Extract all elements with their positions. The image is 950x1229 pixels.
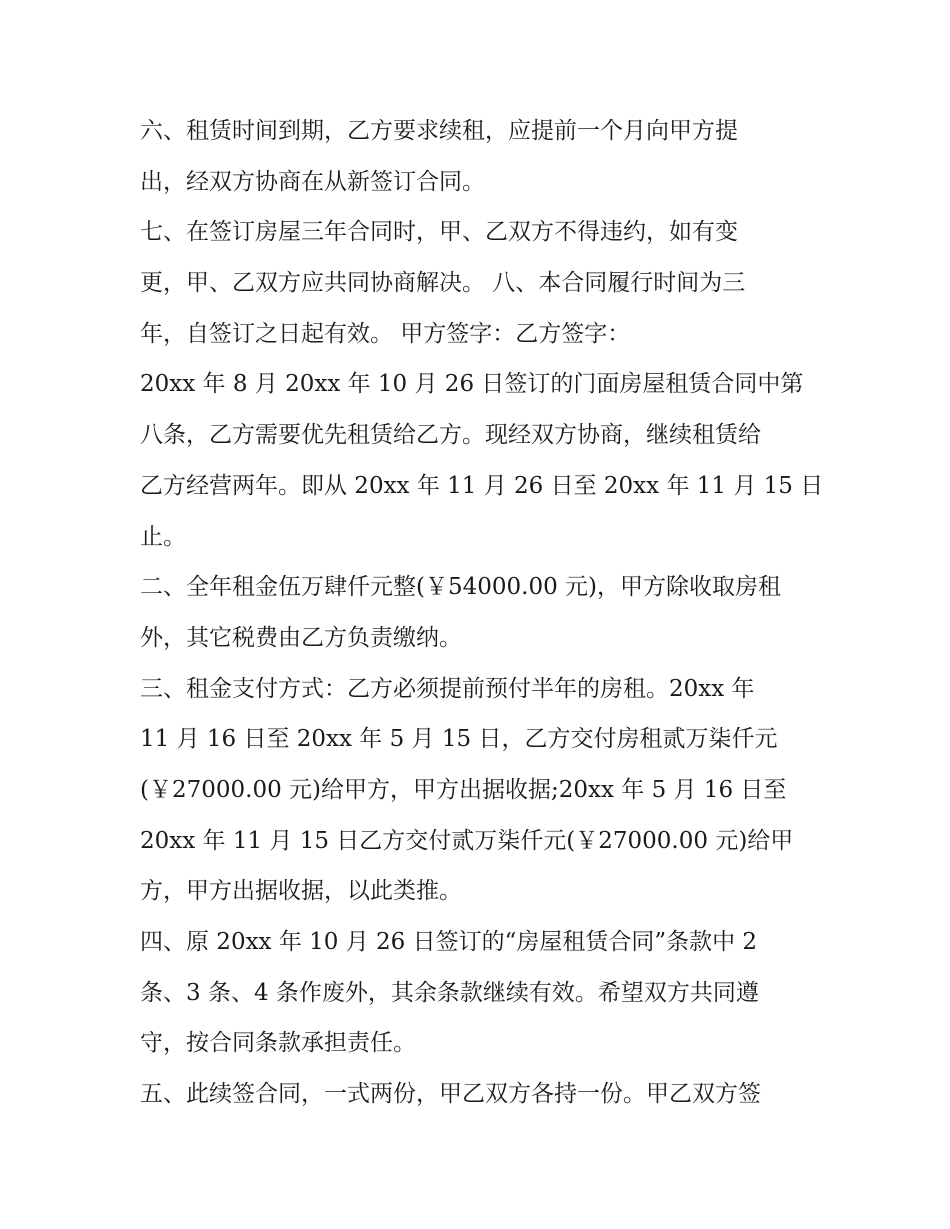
text-line: (￥27000.00 元)给甲方，甲方出据收据;20xx 年 5 月 16 日至 (140, 776, 787, 803)
text-line: 二、全年租金伍万肆仟元整(￥54000.00 元)，甲方除收取房租 (140, 574, 782, 601)
text-line: 条、3 条、4 条作废外，其余条款继续有效。希望双方共同遵 (140, 979, 759, 1006)
text-line: 五、此续签合同，一式两份，甲乙双方各持一份。甲乙双方签 (140, 1081, 761, 1108)
text-line: 三、租金支付方式：乙方必须提前预付半年的房租。20xx 年 (140, 675, 755, 702)
text-line: 四、原 20xx 年 10 月 26 日签订的“房屋租赁合同”条款中 2 (140, 929, 758, 955)
text-line: 方，甲方出据收据，以此类推。 (140, 878, 462, 905)
text-line: 11 月 16 日至 20xx 年 5 月 15 日，乙方交付房租贰万柒仟元 (140, 726, 778, 753)
text-line: 八条，乙方需要优先租赁给乙方。现经双方协商，继续租赁给 (140, 422, 761, 449)
document-body (140, 106, 824, 1120)
text-line: 乙方经营两年。即从 20xx 年 11 月 26 日至 20xx 年 11 月 15 日 (140, 472, 824, 499)
text-line: 出，经双方协商在从新签订合同。 (140, 168, 485, 195)
text-line: 年，自签订之日起有效。 甲方签字：乙方签字： (140, 320, 631, 347)
text-line: 外，其它税费由乙方负责缴纳。 (140, 624, 462, 651)
text-line: 20xx 年 11 月 15 日乙方交付贰万柒仟元(￥27000.00 元)给甲 (140, 827, 794, 854)
text-line: 六、租赁时间到期，乙方要求续租，应提前一个月向甲方提 (140, 118, 738, 144)
text-line: 止。 (140, 523, 186, 550)
text-line: 20xx 年 8 月 20xx 年 10 月 26 日签订的门面房屋租赁合同中第 (140, 371, 804, 398)
text-line: 守，按合同条款承担责任。 (140, 1030, 416, 1057)
text-line: 七、在签订房屋三年合同时，甲、乙双方不得违约，如有变 (140, 219, 738, 246)
text-line: 更，甲、乙双方应共同协商解决。 八、本合同履行时间为三 (140, 270, 746, 297)
